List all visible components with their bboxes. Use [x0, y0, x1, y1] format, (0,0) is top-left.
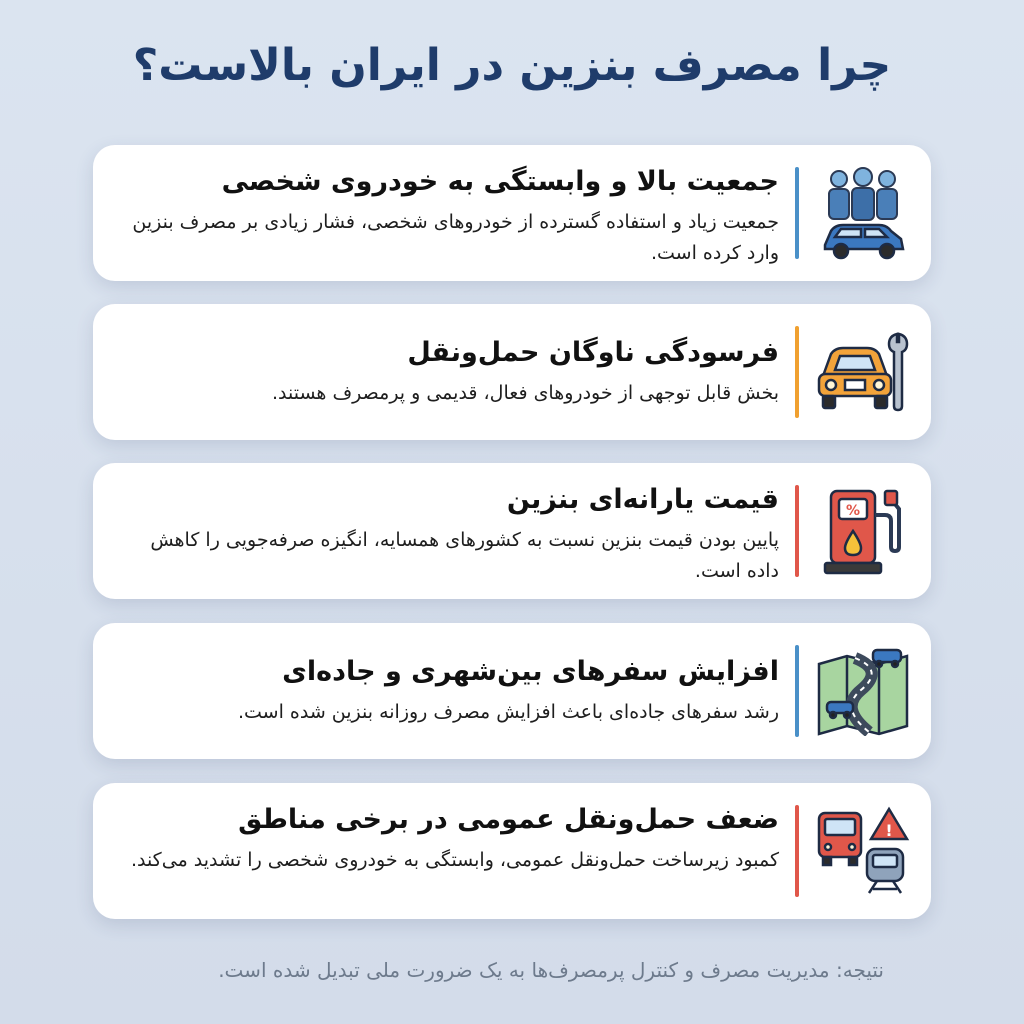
card-body: رشد سفرهای جاده‌ای باعث افزایش مصرف روزانه بنزین شده است.: [237, 701, 779, 723]
card-body: پایین بودن قیمت بنزین نسبت به کشورهای همسایه، انگیزه صرفه‌جویی را کاهش داده است.: [150, 529, 779, 582]
accent-bar: [795, 805, 799, 897]
reason-card-subsidized-price: [93, 463, 931, 599]
accent-bar: [795, 485, 799, 577]
conclusion-text: نتیجه: مدیریت مصرف و کنترل پرمصرف‌ها به یک ضرورت ملی تبدیل شده است.: [218, 958, 884, 982]
reason-card-population: [93, 145, 931, 281]
card-heading: قیمت یارانه‌ای بنزین: [506, 484, 779, 515]
card-heading: افزایش سفرهای بین‌شهری و جاده‌ای: [282, 656, 779, 687]
old-car-wrench-icon: [815, 322, 911, 422]
people-car-icon: [815, 163, 911, 263]
accent-bar: [795, 167, 799, 259]
card-body: جمعیت زیاد و استفاده گسترده از خودروهای شخصی، فشار زیادی بر مصرف بنزین وارد کرده است.: [132, 211, 779, 264]
road-map-icon: [815, 641, 911, 741]
card-body: بخش قابل توجهی از خودروهای فعال، قدیمی و پرمصرف هستند.: [272, 382, 779, 404]
fuel-pump-icon: [815, 481, 911, 581]
svg-text:%: %: [845, 503, 861, 519]
page-title: چرا مصرف بنزین در ایران بالاست؟: [132, 40, 892, 91]
accent-bar: [795, 645, 799, 737]
reason-card-old-fleet: [93, 304, 931, 440]
card-heading: فرسودگی ناوگان حمل‌ونقل: [407, 337, 779, 368]
card-heading: جمعیت بالا و وابستگی به خودروی شخصی: [221, 166, 779, 197]
reason-card-public-transport: [93, 783, 931, 919]
svg-text:!: !: [885, 821, 893, 840]
card-heading: ضعف حمل‌ونقل عمومی در برخی مناطق: [238, 804, 779, 835]
accent-bar: [795, 326, 799, 418]
reason-card-intercity-trips: [93, 623, 931, 759]
bus-train-warning-icon: [815, 801, 911, 901]
card-body: کمبود زیرساخت حمل‌ونقل عمومی، وابستگی به خودروی شخصی را تشدید می‌کند.: [130, 849, 779, 871]
